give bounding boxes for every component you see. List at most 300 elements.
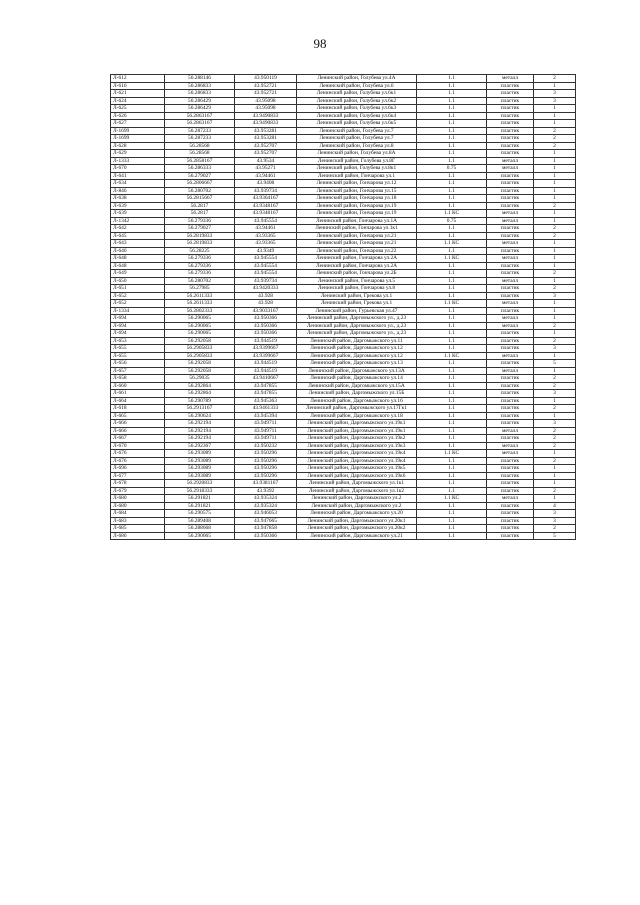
table-row [111,262,576,270]
material-cell: металл [487,450,534,458]
table-row [111,510,576,518]
table-row [111,450,576,458]
count-cell: 2 [534,405,576,413]
address-cell: Ленинский район, Даргомыжского ул.18 [297,412,417,420]
volume-cell: 1.1 [417,202,487,210]
count-cell: 1 [534,412,576,420]
longitude-cell: 43.945554 [235,262,297,270]
row-id-cell: Л-629 [111,150,165,158]
row-id-cell: Л-1334 [111,307,165,315]
material-cell: пластик [487,90,534,98]
table-row [111,360,576,368]
table-row [111,105,576,113]
table-row [111,195,576,203]
count-cell: 1 [534,480,576,488]
material-cell: пластик [487,510,534,518]
latitude-cell: 56.27985 [165,285,235,293]
row-id-cell: Л-694 [111,322,165,330]
count-cell: 2 [534,457,576,465]
count-cell: 1 [534,300,576,308]
material-cell: металл [487,495,534,503]
volume-cell: 1.1 [417,262,487,270]
volume-cell: 1.1 [417,75,487,83]
table-row [111,240,576,248]
count-cell: 1 [534,187,576,195]
table-row [111,382,576,390]
count-cell: 2 [534,375,576,383]
volume-cell: 0.75 [417,165,487,173]
longitude-cell: 43.947855 [235,390,297,398]
latitude-cell: 56.2815667 [165,195,235,203]
longitude-cell: 43.94461 [235,172,297,180]
row-id-cell: Л-1699 [111,135,165,143]
longitude-cell: 43.9348167 [235,202,297,210]
material-cell: пластик [487,360,534,368]
address-cell: Ленинский район, Гончарова ул.2А [297,255,417,263]
address-cell: Ленинский район, Гончарова ул.22 [297,247,417,255]
count-cell: 4 [534,502,576,510]
longitude-cell: 43.950366 [235,330,297,338]
latitude-cell: 56.292367 [165,442,235,450]
longitude-cell: 43.950119 [235,75,297,83]
longitude-cell: 43.950296 [235,457,297,465]
address-cell: Ленинский район, Голубева ул.6к2 [297,97,417,105]
address-cell: Ленинский район, Даргомыжского ул.2 [297,502,417,510]
material-cell: пластик [487,112,534,120]
latitude-cell: 56.290065 [165,330,235,338]
row-id-cell: Л-670 [111,442,165,450]
count-cell: 3 [534,97,576,105]
latitude-cell: 56.2863167 [165,112,235,120]
table-row [111,480,576,488]
row-id-cell: Л-653 [111,337,165,345]
material-cell: пластик [487,285,534,293]
volume-cell: 1.1 КС [417,450,487,458]
latitude-cell: 56.290065 [165,322,235,330]
volume-cell: 1.1 [417,487,487,495]
table-row [111,457,576,465]
table-row [111,120,576,128]
latitude-cell: 56.279336 [165,262,235,270]
latitude-cell: 56.2817 [165,202,235,210]
volume-cell: 1.1 [417,292,487,300]
row-id-cell: Л-664 [111,397,165,405]
volume-cell: 1.1 [417,405,487,413]
material-cell: пластик [487,187,534,195]
address-cell: Ленинский район, Даргомыжского ул.11 [297,337,417,345]
count-cell: 1 [534,307,576,315]
address-cell: Ленинский район, Гончарова ул.2Б [297,270,417,278]
longitude-cell: 43.950232 [235,442,297,450]
latitude-cell: 56.287233 [165,135,235,143]
latitude-cell: 56.292194 [165,420,235,428]
material-cell: пластик [487,135,534,143]
longitude-cell: 43.950366 [235,532,297,540]
longitude-cell: 43.9490833 [235,120,297,128]
longitude-cell: 43.9490833 [235,112,297,120]
material-cell: металл [487,240,534,248]
latitude-cell: 56.2913167 [165,405,235,413]
latitude-cell: 56.2905833 [165,345,235,353]
material-cell: пластик [487,457,534,465]
row-id-cell: Л-626 [111,112,165,120]
table-row [111,390,576,398]
volume-cell: 1.1 [417,97,487,105]
longitude-cell: 43.9364167 [235,195,297,203]
row-id-cell: Л-634 [111,180,165,188]
table-row [111,277,576,285]
table-row [111,172,576,180]
address-cell: Ленинский район, Даргомыжского ул.20к1 [297,517,417,525]
row-id-cell: Л-652 [111,300,165,308]
row-id-cell: Л-661 [111,390,165,398]
latitude-cell: 56.28568 [165,150,235,158]
table-row [111,352,576,360]
count-cell: 1 [534,247,576,255]
longitude-cell: 43.952707 [235,150,297,158]
count-cell: 2 [534,285,576,293]
table-row [111,405,576,413]
count-cell: 1 [534,240,576,248]
table-body [111,75,576,540]
table-row [111,75,576,83]
count-cell: 1 [534,217,576,225]
address-cell: Ленинский район, Даргомыжского ул.21 [297,532,417,540]
longitude-cell: 43.928 [235,292,297,300]
material-cell: металл [487,165,534,173]
latitude-cell: 56.2863167 [165,120,235,128]
row-id-cell: Л-625 [111,105,165,113]
longitude-cell: 43.9033167 [235,307,297,315]
latitude-cell: 56.292864 [165,382,235,390]
table-row [111,82,576,90]
address-cell: Ленинский район, Даргомыжского ул.19к6 [297,472,417,480]
longitude-cell: 43.945394 [235,412,297,420]
latitude-cell: 56.279027 [165,172,235,180]
table-row [111,397,576,405]
material-cell: пластик [487,270,534,278]
table-row [111,300,576,308]
volume-cell: 1.1 [417,435,487,443]
material-cell: пластик [487,105,534,113]
row-id-cell: Л-666 [111,427,165,435]
latitude-cell: 56.2802333 [165,307,235,315]
volume-cell: 1.1 [417,420,487,428]
table-row [111,165,576,173]
row-id-cell: Л-676 [111,450,165,458]
count-cell: 1 [534,180,576,188]
material-cell: пластик [487,172,534,180]
volume-cell: 1.1 [417,457,487,465]
address-cell: Ленинский район, Голубева ул.4А [297,75,417,83]
latitude-cell: 56.290065 [165,315,235,323]
material-cell: металл [487,442,534,450]
count-cell: 2 [534,135,576,143]
material-cell: металл [487,255,534,263]
latitude-cell: 56.286833 [165,90,235,98]
latitude-cell: 56.290624 [165,412,235,420]
address-cell: Ленинский район, Гончарова ул.19 [297,202,417,210]
longitude-cell: 43.95098 [235,105,297,113]
count-cell: 1 [534,450,576,458]
longitude-cell: 43.950296 [235,465,297,473]
address-cell: Ленинский район, Даргомыжского ул.14 [297,375,417,383]
row-id-cell: Л-616 [111,82,165,90]
material-cell: пластик [487,525,534,533]
count-cell: 1 [534,352,576,360]
volume-cell: 1.1 КС [417,300,487,308]
material-cell: пластик [487,82,534,90]
address-cell: Ленинский район, Даргомыжского ул.19к1 [297,427,417,435]
volume-cell: 1.1 [417,397,487,405]
volume-cell: 1.1 [417,285,487,293]
material-cell: пластик [487,225,534,233]
longitude-cell: 43.950296 [235,450,297,458]
material-cell: пластик [487,180,534,188]
count-cell: 1 [534,397,576,405]
address-cell: Ленинский район, Гончарова ул.1 [297,172,417,180]
longitude-cell: 43.9408 [235,180,297,188]
longitude-cell: 43.949711 [235,427,297,435]
material-cell: пластик [487,382,534,390]
material-cell: пластик [487,390,534,398]
volume-cell: 1.1 [417,225,487,233]
volume-cell: 1.1 [417,105,487,113]
longitude-cell: 43.93365 [235,232,297,240]
longitude-cell: 43.95098 [235,97,297,105]
count-cell: 2 [534,270,576,278]
longitude-cell: 43.945554 [235,255,297,263]
longitude-cell: 43.952721 [235,90,297,98]
address-cell: Ленинский район, Даргомыжского ул.16 [297,397,417,405]
latitude-cell: 56.2611333 [165,300,235,308]
volume-cell: 1.1 [417,112,487,120]
row-id-cell: Л-638 [111,195,165,203]
material-cell: пластик [487,97,534,105]
count-cell: 2 [534,75,576,83]
volume-cell: 1.1 [417,442,487,450]
material-cell: металл [487,322,534,330]
count-cell: 1 [534,262,576,270]
address-cell: Ленинский район, Даргомыжского ул.13А [297,367,417,375]
longitude-cell: 43.94461 [235,225,297,233]
count-cell: 3 [534,90,576,98]
latitude-cell: 56.2819833 [165,240,235,248]
address-cell: Ленинский район, Даргомыжского ул.2 [297,495,417,503]
volume-cell: 1.1 [417,322,487,330]
longitude-cell: 43.947855 [235,382,297,390]
table-row [111,315,576,323]
address-cell: Ленинский район, Гончарова ул.21 [297,232,417,240]
address-cell: Ленинский район, Даргомыжского ул.20 [297,510,417,518]
count-cell: 2 [534,142,576,150]
latitude-cell: 56.28225 [165,247,235,255]
material-cell: пластик [487,195,534,203]
table-row [111,150,576,158]
latitude-cell: 56.290065 [165,532,235,540]
table-row [111,420,576,428]
row-id-cell: Л-660 [111,382,165,390]
row-id-cell: Л-645 [111,232,165,240]
row-id-cell: Л-696 [111,465,165,473]
count-cell: 1 [534,255,576,263]
volume-cell: 1.1 [417,480,487,488]
table-row [111,202,576,210]
table-row [111,502,576,510]
longitude-cell: 43.945363 [235,397,297,405]
address-cell: Ленинский район, Гончарова ул.2А [297,262,417,270]
latitude-cell: 56.292864 [165,390,235,398]
row-id-cell: Л-618 [111,405,165,413]
material-cell: пластик [487,465,534,473]
row-id-cell: Л-655 [111,345,165,353]
count-cell: 5 [534,532,576,540]
table-row [111,442,576,450]
volume-cell: 1.1 [417,187,487,195]
volume-cell: 1.1 [417,82,487,90]
longitude-cell: 43.952707 [235,142,297,150]
row-id-cell: Л-651 [111,285,165,293]
row-id-cell: Л-677 [111,472,165,480]
row-id-cell: Л-612 [111,75,165,83]
table-row [111,135,576,143]
table-row [111,112,576,120]
count-cell: 1 [534,82,576,90]
table-row [111,127,576,135]
count-cell: 1 [534,472,576,480]
count-cell: 5 [534,360,576,368]
count-cell: 2 [534,202,576,210]
latitude-cell: 56.287233 [165,127,235,135]
material-cell: металл [487,277,534,285]
longitude-cell: 43.9534 [235,157,297,165]
material-cell: пластик [487,127,534,135]
table-row [111,322,576,330]
address-cell: Ленинский район, Голубева ул.8к1 [297,165,417,173]
table-row [111,525,576,533]
latitude-cell: 56.2918333 [165,487,235,495]
address-cell: Ленинский район, Даргомыжского ул.19к1 [297,420,417,428]
table-row [111,330,576,338]
material-cell: пластик [487,487,534,495]
latitude-cell: 56.290575 [165,510,235,518]
material-cell: пластик [487,420,534,428]
count-cell: 2 [534,337,576,345]
table-row [111,285,576,293]
latitude-cell: 56.280702 [165,187,235,195]
table-row [111,495,576,503]
material-cell: металл [487,315,534,323]
longitude-cell: 43.945554 [235,217,297,225]
volume-cell: 1.1 [417,277,487,285]
count-cell: 2 [534,487,576,495]
latitude-cell: 56.290789 [165,397,235,405]
material-cell: пластик [487,142,534,150]
longitude-cell: 43.949711 [235,420,297,428]
row-id-cell: Л-621 [111,90,165,98]
address-cell: Ленинский район, Даргомыжского ул.17Гк1 [297,405,417,413]
volume-cell: 1.1 [417,232,487,240]
address-cell: Ленинский район, Голубева ул.6к5 [297,120,417,128]
row-id-cell: Л-846 [111,187,165,195]
volume-cell: 1.1 [417,142,487,150]
longitude-cell: 43.9399667 [235,352,297,360]
volume-cell: 1.1 [417,532,487,540]
address-cell: Ленинский район, Даргомыжского ул.19к2 [297,435,417,443]
count-cell: 2 [534,525,576,533]
material-cell: металл [487,210,534,218]
material-cell: металл [487,367,534,375]
table-row [111,270,576,278]
volume-cell: 1.1 [417,90,487,98]
longitude-cell: 43.9349 [235,247,297,255]
latitude-cell: 56.286333 [165,165,235,173]
row-id-cell: Л-624 [111,97,165,105]
address-cell: Ленинский район, Даргомыжского ул.19к5 [297,465,417,473]
volume-cell: 1.1 КС [417,210,487,218]
longitude-cell: 43.952721 [235,82,297,90]
longitude-cell: 43.935324 [235,502,297,510]
address-cell: Ленинский район, Даргомыжского ул.1к2 [297,487,417,495]
address-cell: Ленинский район, Голубева ул.8 [297,142,417,150]
count-cell: 1 [534,157,576,165]
volume-cell: 1.1 [417,382,487,390]
table-row [111,292,576,300]
volume-cell: 1.1 [417,120,487,128]
volume-cell: 1.1 [417,247,487,255]
volume-cell: 1.1 [417,180,487,188]
material-cell: пластик [487,232,534,240]
row-id-cell: Л-648 [111,262,165,270]
count-cell: 1 [534,195,576,203]
count-cell: 1 [534,315,576,323]
material-cell: пластик [487,397,534,405]
latitude-cell: 56.279027 [165,225,235,233]
longitude-cell: 43.950296 [235,472,297,480]
volume-cell: 1.1 [417,525,487,533]
row-id-cell: Л-641 [111,172,165,180]
address-cell: Ленинский район, Гончарова ул.19 [297,210,417,218]
address-cell: Ленинский район, Гончарова ул.12 [297,180,417,188]
volume-cell: 1.1 [417,375,487,383]
longitude-cell: 43.9348167 [235,210,297,218]
row-id-cell: Л-684 [111,510,165,518]
latitude-cell: 56.286429 [165,97,235,105]
volume-cell: 1.1 [417,360,487,368]
latitude-cell: 56.293089 [165,465,235,473]
address-cell: Ленинский район, Даргомыжского ул., д.23 [297,315,417,323]
material-cell: металл [487,157,534,165]
material-cell: пластик [487,307,534,315]
count-cell: 1 [534,120,576,128]
count-cell: 2 [534,232,576,240]
volume-cell: 1.1 [417,412,487,420]
table-row [111,337,576,345]
table-row [111,157,576,165]
count-cell: 1 [534,330,576,338]
count-cell: 1 [534,112,576,120]
table-row [111,465,576,473]
count-cell: 2 [534,127,576,135]
row-id-cell: Л-648 [111,255,165,263]
row-id-cell: Л-667 [111,435,165,443]
count-cell: 1 [534,465,576,473]
row-id-cell: Л-665 [111,412,165,420]
volume-cell: 1.1 [417,270,487,278]
volume-cell: 1.1 КС [417,495,487,503]
address-cell: Ленинский район, Даргомыжского ул., д.23 [297,322,417,330]
count-cell: 1 [534,210,576,218]
